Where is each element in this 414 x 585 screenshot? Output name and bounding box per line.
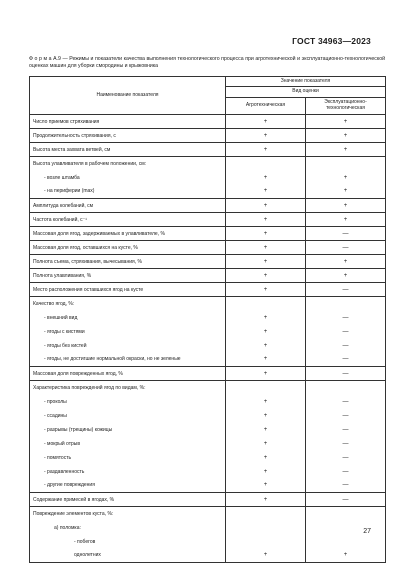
standard-code: ГОСТ 34963—2023: [292, 36, 371, 46]
row-agro-value: +: [226, 185, 306, 199]
row-agro-value: +: [226, 479, 306, 493]
row-expl-value: +: [306, 185, 386, 199]
row-agro-value: +: [226, 311, 306, 325]
row-name: - проколы: [30, 395, 226, 409]
row-name: - ссадины: [30, 409, 226, 423]
row-name: однолетних: [30, 549, 226, 563]
row-agro-value: +: [226, 451, 306, 465]
row-name: Частота колебаний, с⁻¹: [30, 213, 226, 227]
row-name: - ягоды, не достигшие нормальной окраски, но не зеленые: [30, 353, 226, 367]
table-row: [30, 171, 386, 185]
row-agro-value: +: [226, 409, 306, 423]
row-name: - побегов: [30, 535, 226, 549]
row-expl-value: [306, 381, 386, 395]
row-name: Число приемов стряхивания: [30, 115, 226, 129]
row-expl-value: +: [306, 129, 386, 143]
form-caption: Ф о р м а А.9 — Режимы и показатели качества выполнения технологического процесса при агротехнической и эксплуатационно-технологической оценках машин для уборки смородины и крыжовника: [29, 56, 385, 70]
row-name: - возле штамба: [30, 171, 226, 185]
row-name: Характеристика повреждений ягод по видам, %:: [30, 381, 226, 395]
row-expl-value: +: [306, 255, 386, 269]
row-name: - разрывы (трещины) кожицы: [30, 423, 226, 437]
row-name: Полнота съема, стряхивания, вычесывания, %: [30, 255, 226, 269]
row-agro-value: +: [226, 493, 306, 507]
table-row: [30, 437, 386, 451]
row-agro-value: +: [226, 241, 306, 255]
table-row: [30, 115, 386, 129]
row-expl-value: +: [306, 199, 386, 213]
row-agro-value: +: [226, 423, 306, 437]
table-row: [30, 199, 386, 213]
row-agro-value: +: [226, 283, 306, 297]
row-agro-value: +: [226, 437, 306, 451]
table-row: [30, 143, 386, 157]
row-agro-value: +: [226, 269, 306, 283]
row-agro-value: +: [226, 115, 306, 129]
row-name: - ягоды с кистями: [30, 325, 226, 339]
row-expl-value: —: [306, 423, 386, 437]
row-expl-value: —: [306, 311, 386, 325]
row-expl-value: +: [306, 549, 386, 563]
row-expl-value: —: [306, 479, 386, 493]
row-name: Продолжительность стряхивания, с: [30, 129, 226, 143]
row-name: Качество ягод, %:: [30, 297, 226, 311]
row-expl-value: [306, 507, 386, 521]
row-expl-value: [306, 535, 386, 549]
row-name: Массовая доля поврежденных ягод, %: [30, 367, 226, 381]
column-header-operational: Эксплуатационно-технологическая: [306, 98, 386, 115]
row-agro-value: +: [226, 255, 306, 269]
row-expl-value: —: [306, 465, 386, 479]
table-row: [30, 507, 386, 521]
row-agro-value: +: [226, 143, 306, 157]
table-row: [30, 157, 386, 171]
row-name: - мокрый отрыв: [30, 437, 226, 451]
row-agro-value: [226, 381, 306, 395]
row-expl-value: +: [306, 171, 386, 185]
column-header-agrotechnical: Агротехническая: [226, 98, 306, 115]
table-row: [30, 409, 386, 423]
table-row: [30, 423, 386, 437]
table-row: [30, 311, 386, 325]
table-row: [30, 297, 386, 311]
row-agro-value: [226, 521, 306, 535]
table-row: [30, 325, 386, 339]
row-expl-value: —: [306, 409, 386, 423]
row-agro-value: [226, 507, 306, 521]
row-name: Место расположения оставшихся ягод на кусте: [30, 283, 226, 297]
row-agro-value: +: [226, 227, 306, 241]
row-expl-value: +: [306, 269, 386, 283]
row-name: а) поломка:: [30, 521, 226, 535]
column-header-assessment-type: Вид оценки: [226, 87, 386, 98]
table-row: [30, 255, 386, 269]
table-body: [30, 115, 386, 563]
row-agro-value: +: [226, 171, 306, 185]
row-expl-value: —: [306, 339, 386, 353]
row-expl-value: [306, 521, 386, 535]
row-agro-value: [226, 157, 306, 171]
row-name: Высота места захвата ветвей, см: [30, 143, 226, 157]
row-name: Амплитуда колебаний, см: [30, 199, 226, 213]
row-name: - на периферии (max): [30, 185, 226, 199]
row-name: Массовая доля ягод, оставшихся на кусте, %: [30, 241, 226, 255]
row-agro-value: [226, 297, 306, 311]
row-name: - внешний вид: [30, 311, 226, 325]
table-row: [30, 549, 386, 563]
row-expl-value: +: [306, 213, 386, 227]
table-row: [30, 283, 386, 297]
row-agro-value: +: [226, 549, 306, 563]
row-expl-value: —: [306, 437, 386, 451]
table-row: [30, 465, 386, 479]
table-row: [30, 381, 386, 395]
table-row: [30, 129, 386, 143]
row-expl-value: —: [306, 493, 386, 507]
row-agro-value: +: [226, 339, 306, 353]
table-row: [30, 339, 386, 353]
row-expl-value: —: [306, 241, 386, 255]
table-row: [30, 479, 386, 493]
table-row: [30, 535, 386, 549]
row-name: - ягоды без кистей: [30, 339, 226, 353]
row-agro-value: +: [226, 199, 306, 213]
row-expl-value: —: [306, 451, 386, 465]
row-expl-value: —: [306, 367, 386, 381]
row-expl-value: [306, 157, 386, 171]
row-expl-value: —: [306, 325, 386, 339]
row-expl-value: [306, 297, 386, 311]
column-header-value: Значение показателя: [226, 77, 386, 87]
row-expl-value: +: [306, 115, 386, 129]
row-expl-value: +: [306, 143, 386, 157]
table-row: [30, 227, 386, 241]
row-agro-value: +: [226, 353, 306, 367]
page-number: 27: [363, 528, 371, 535]
table-row: [30, 269, 386, 283]
row-name: Содержание примесей в ягодах, %: [30, 493, 226, 507]
row-agro-value: [226, 535, 306, 549]
row-name: Массовая доля ягод, задерживаемых в улавливателе, %: [30, 227, 226, 241]
row-name: Высота улавливателя в рабочем положении, см:: [30, 157, 226, 171]
row-expl-value: —: [306, 227, 386, 241]
table-row: [30, 521, 386, 535]
row-agro-value: +: [226, 325, 306, 339]
row-agro-value: +: [226, 129, 306, 143]
table-row: [30, 241, 386, 255]
row-agro-value: +: [226, 395, 306, 409]
row-name: Полнота улавливания, %: [30, 269, 226, 283]
row-name: - помятость: [30, 451, 226, 465]
table-row: [30, 493, 386, 507]
row-expl-value: —: [306, 353, 386, 367]
row-agro-value: +: [226, 465, 306, 479]
row-agro-value: +: [226, 213, 306, 227]
table-row: [30, 395, 386, 409]
table-row: [30, 367, 386, 381]
row-name: - раздавленность: [30, 465, 226, 479]
row-expl-value: —: [306, 395, 386, 409]
row-expl-value: —: [306, 283, 386, 297]
indicators-table: [29, 76, 386, 563]
table-row: [30, 213, 386, 227]
column-header-name: Наименование показателя: [30, 77, 226, 115]
table-row: [30, 185, 386, 199]
row-agro-value: +: [226, 367, 306, 381]
table-row: [30, 353, 386, 367]
row-name: - другие повреждения: [30, 479, 226, 493]
row-name: Повреждение элементов куста, %:: [30, 507, 226, 521]
table-row: [30, 451, 386, 465]
